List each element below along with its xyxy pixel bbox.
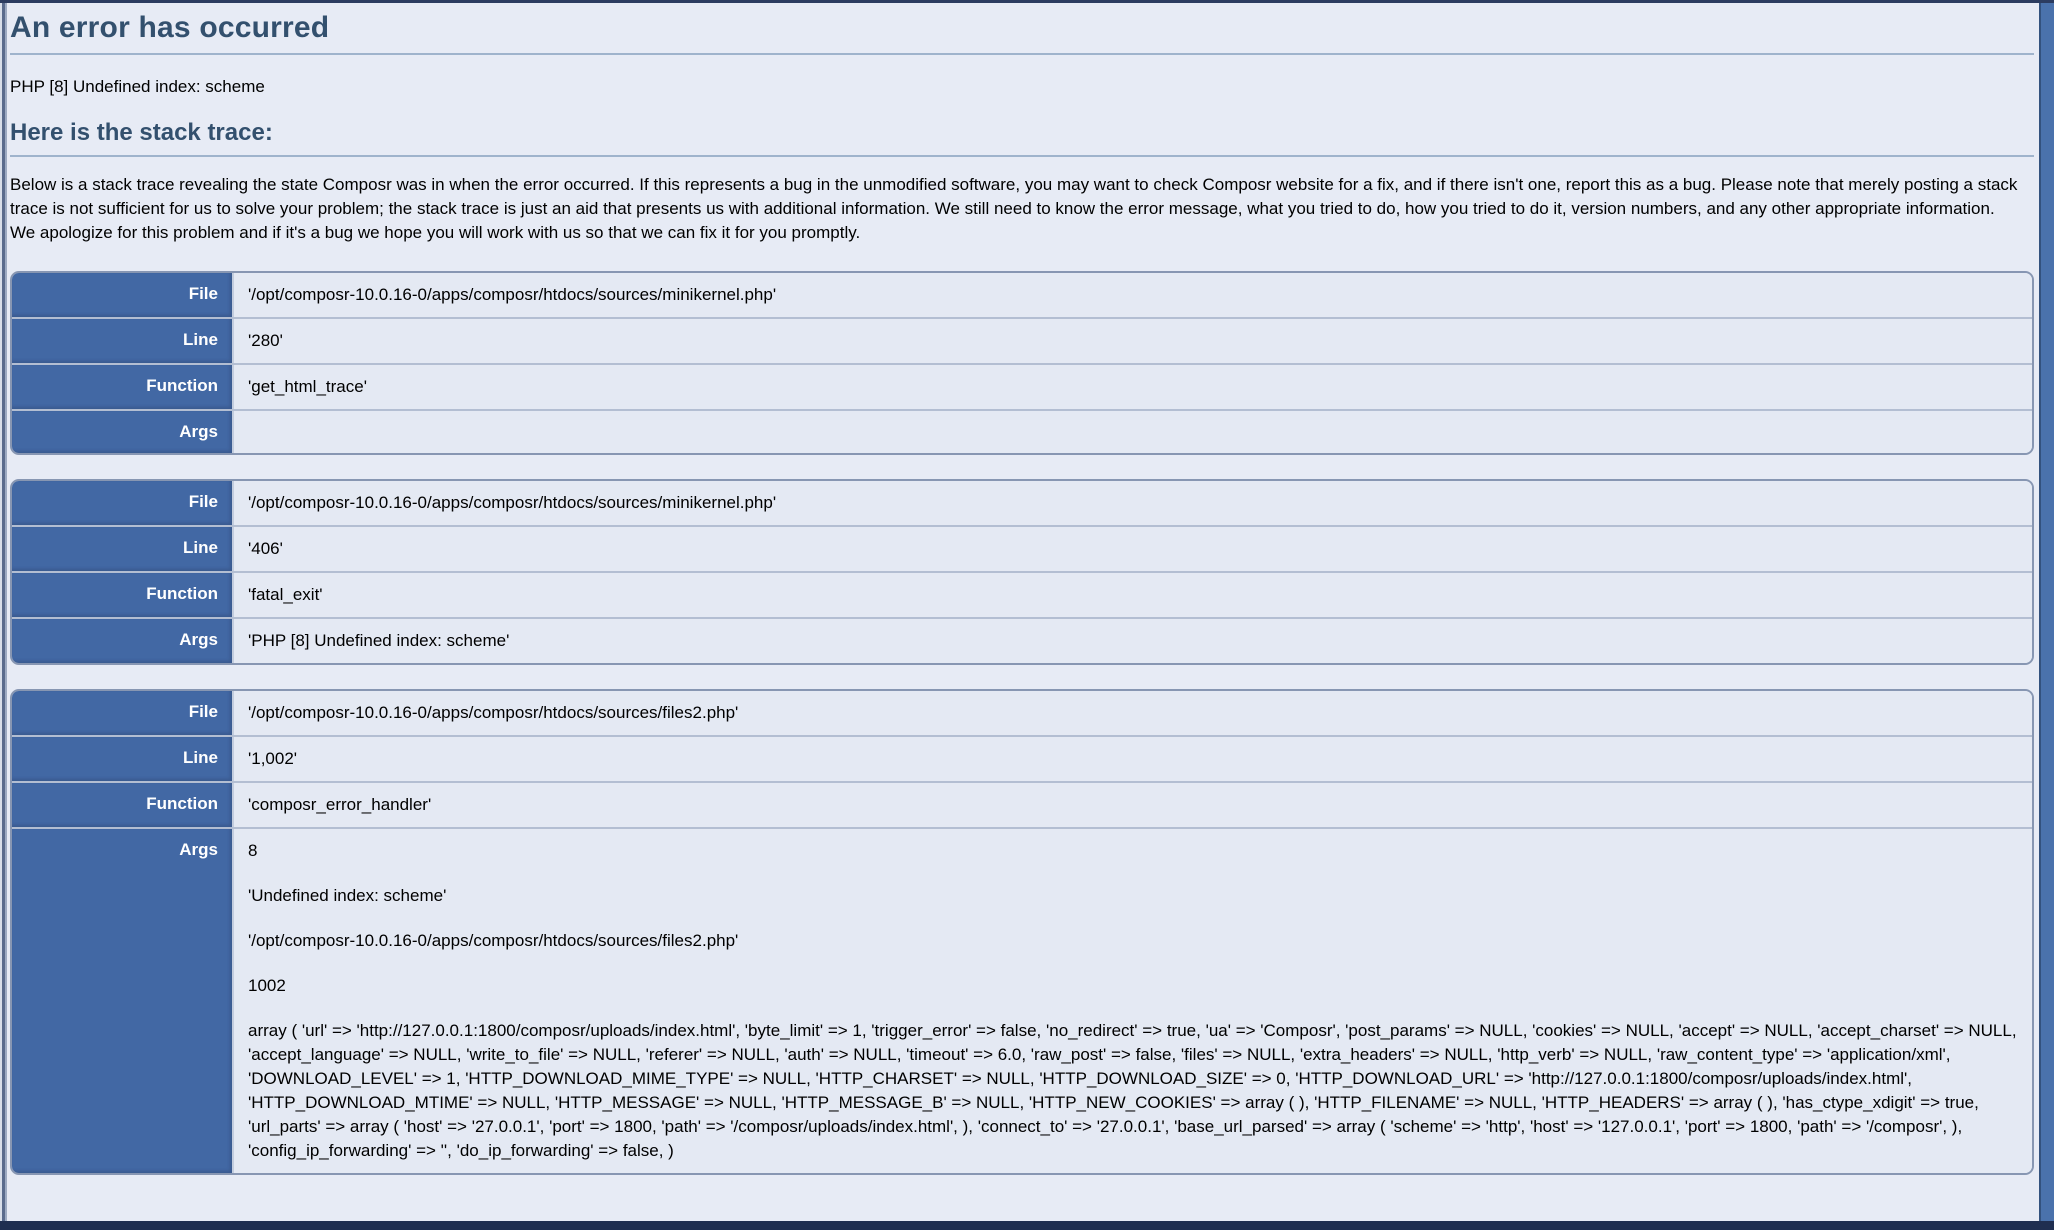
line-label: Line [12, 319, 234, 363]
line-label: Line [12, 737, 234, 781]
function-value: 'get_html_trace' [234, 365, 2032, 409]
page-content [10, 3, 2034, 1199]
table-row [12, 273, 2032, 317]
page-left-edge [0, 3, 7, 1221]
stack-trace-section-title: Here is the stack trace: [10, 119, 273, 146]
line-value: '280' [234, 319, 2032, 363]
function-label: Function [12, 365, 234, 409]
args-label: Args [12, 619, 234, 663]
file-label: File [12, 691, 234, 735]
table-row [12, 827, 2032, 1173]
table-row [12, 317, 2032, 363]
args-item: array ( 'url' => 'http://127.0.0.1:1800/composr/uploads/index.html', 'byte_limit' => 1, 'trigger_error' => false, 'no_redirect' => true, 'ua' => 'Composr', 'post_params' => NULL, 'cookies' => NULL, 'accept' => NULL, 'accept_charset' => NULL, 'accept_language' => NULL, 'write_to_file' => NULL, 'referer' => NULL, 'auth' => NULL, 'timeout' => 6.0, 'raw_post' => false, 'files' => NULL, 'extra_headers' => NULL, 'http_verb' => NULL, 'raw_content_type' => 'application/xml', 'DOWNLOAD_LEVEL' => 1, 'HTTP_DOWNLOAD_MIME_TYPE' => NULL, 'HTTP_CHARSET' => NULL, 'HTTP_DOWNLOAD_SIZE' => 0, 'HTTP_DOWNLOAD_URL' => 'http://127.0.0.1:1800/composr/uploads/index.html', 'HTTP_DOWNLOAD_MTIME' => NULL, 'HTTP_MESSAGE' => NULL, 'HTTP_MESSAGE_B' => NULL, 'HTTP_NEW_COOKIES' => array ( ), 'HTTP_FILENAME' => NULL, 'HTTP_HEADERS' => array ( ), 'has_ctype_xdigit' => true, 'url_parts' => array ( 'host' => '27.0.0.1', 'port' => 1800, 'path' => '/composr/uploads/index.html', ), 'connect_to' => '27.0.0.1', 'base_url_parsed' => array ( 'scheme' => 'http', 'host' => '127.0.0.1', 'port' => 1800, 'path' => '/composr', ), 'config_ip_forwarding' => '', 'do_ip_forwarding' => false, ) [248, 1021, 2017, 1160]
args-label: Args [12, 411, 234, 453]
description-paragraph-2: We apologize for this problem and if it's a bug we hope you will work with us so that we can fix it for you promptly. [10, 223, 861, 242]
table-row [12, 735, 2032, 781]
scrollbar[interactable] [2039, 3, 2054, 1221]
table-row [12, 363, 2032, 409]
stack-frame-table [10, 689, 2034, 1175]
table-row [12, 481, 2032, 525]
args-item: 8 [248, 841, 258, 860]
args-item: 'Undefined index: scheme' [248, 886, 447, 905]
args-item: 1002 [248, 976, 286, 995]
table-row [12, 525, 2032, 571]
file-value: '/opt/composr-10.0.16-0/apps/composr/htdocs/sources/minikernel.php' [234, 481, 2032, 525]
args-value: 'PHP [8] Undefined index: scheme' [234, 619, 2032, 663]
file-value: '/opt/composr-10.0.16-0/apps/composr/htdocs/sources/minikernel.php' [234, 273, 2032, 317]
line-value: '1,002' [234, 737, 2032, 781]
function-value: 'composr_error_handler' [234, 783, 2032, 827]
stack-frame-table [10, 271, 2034, 455]
stack-frame-table [10, 479, 2034, 665]
function-label: Function [12, 573, 234, 617]
table-row [12, 571, 2032, 617]
line-value: '406' [234, 527, 2032, 571]
stack-trace-description [10, 173, 2034, 245]
description-paragraph-1: Below is a stack trace revealing the state Composr was in when the error occurred. If this represents a bug in the unmodified software, you may want to check Composr website for a fix, and if there isn't one, report this as a bug. Please note that merely posting a stack trace is not sufficient for us to solve your problem; the stack trace is just an aid that presents us with additional information. We still need to know the error message, what you tried to do, how you tried to do it, version numbers, and any other appropriate information. [10, 175, 2018, 218]
table-row [12, 691, 2032, 735]
table-row [12, 409, 2032, 453]
args-value [234, 411, 2032, 453]
error-message: PHP [8] Undefined index: scheme [10, 77, 265, 96]
table-row [12, 781, 2032, 827]
section-divider [10, 155, 2034, 157]
args-label: Args [12, 829, 234, 1173]
line-label: Line [12, 527, 234, 571]
function-value: 'fatal_exit' [234, 573, 2032, 617]
table-row [12, 617, 2032, 663]
args-item: '/opt/composr-10.0.16-0/apps/composr/htdocs/sources/files2.php' [248, 931, 739, 950]
file-label: File [12, 273, 234, 317]
file-value: '/opt/composr-10.0.16-0/apps/composr/htdocs/sources/files2.php' [234, 691, 2032, 735]
args-value [234, 829, 2032, 1173]
file-label: File [12, 481, 234, 525]
title-divider [10, 53, 2034, 55]
page-title: An error has occurred [10, 11, 330, 44]
function-label: Function [12, 783, 234, 827]
